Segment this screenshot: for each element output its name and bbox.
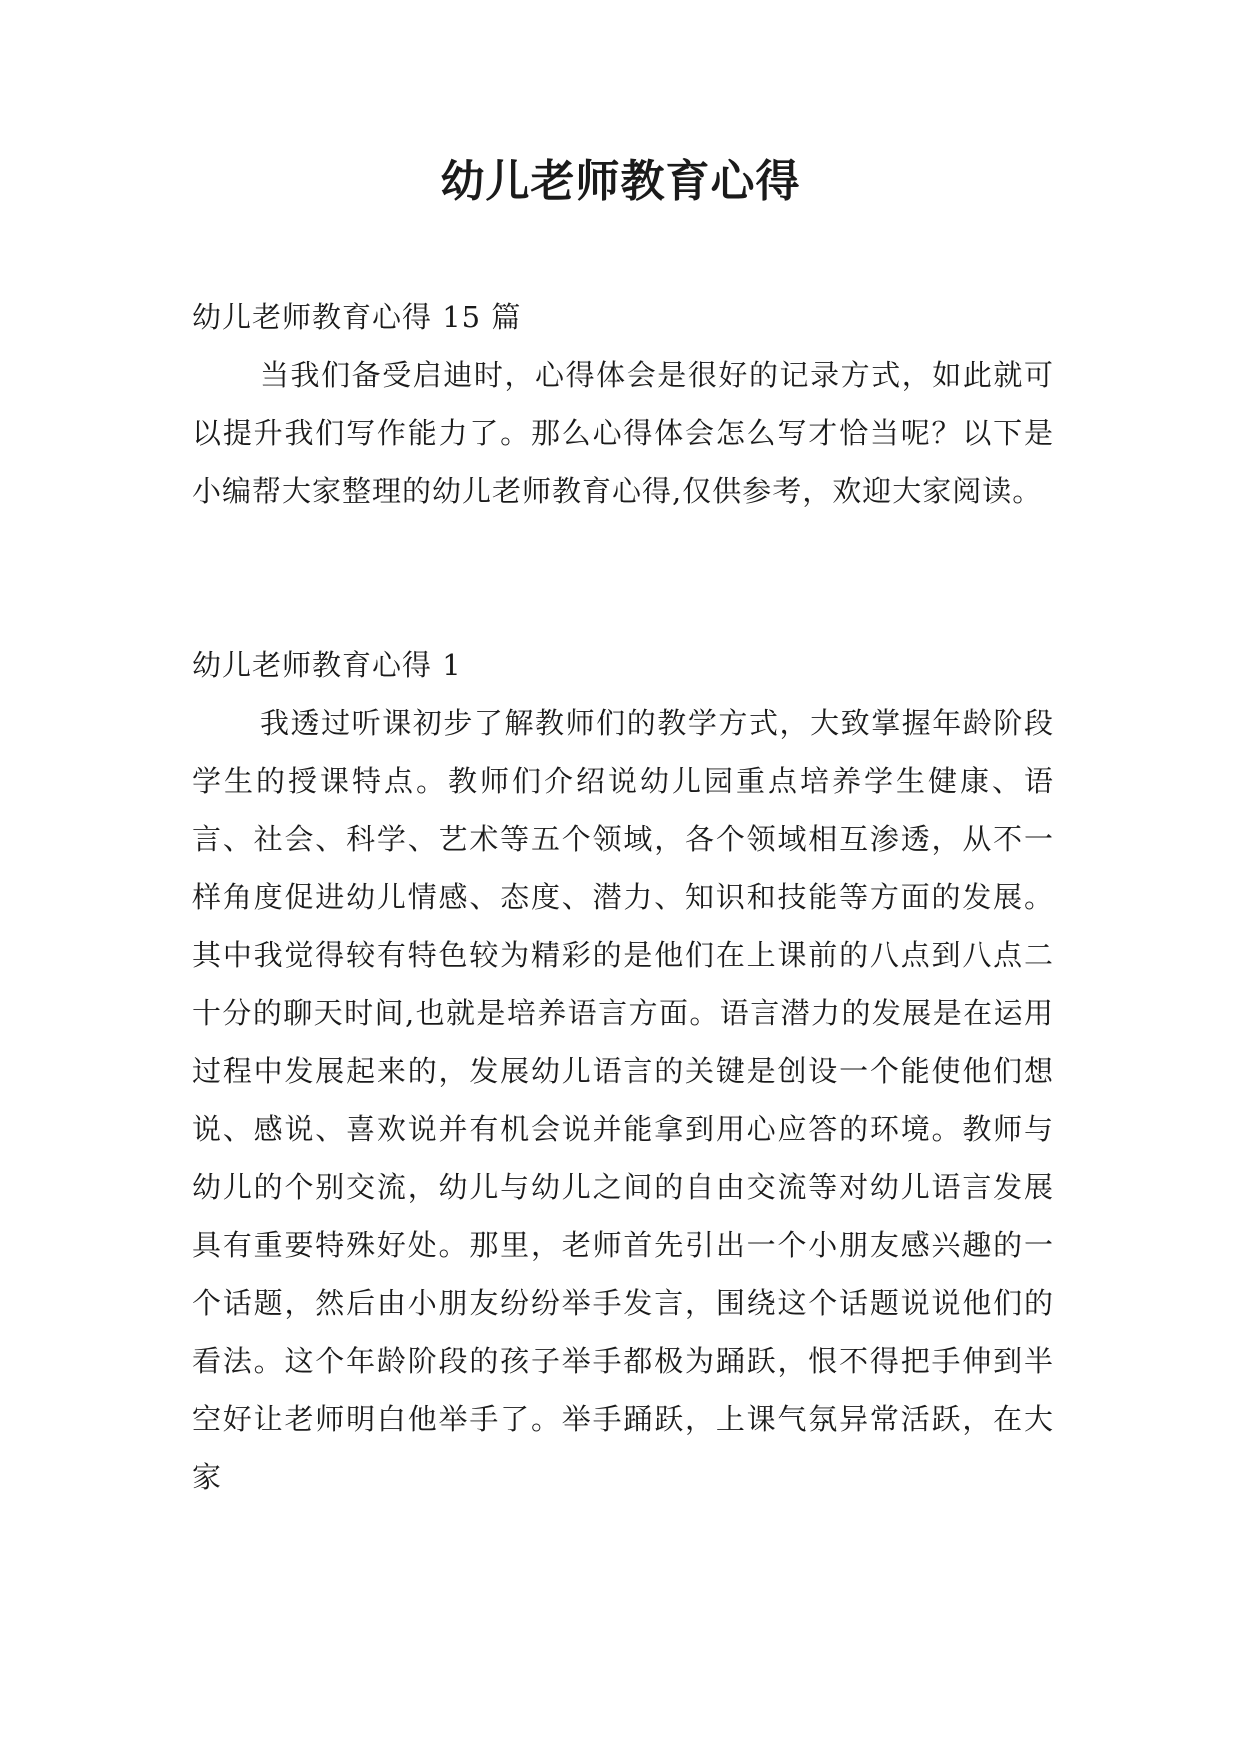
section-spacer (192, 520, 1054, 636)
section-1-heading: 幼儿老师教育心得 1 (192, 648, 462, 682)
intro-paragraph: 当我们备受启迪时，心得体会是很好的记录方式，如此就可以提升我们写作能力了。那么心得体会怎么写才恰当呢？以下是小编帮大家整理的幼儿老师教育心得,仅供参考，欢迎大家阅读。 (192, 358, 1054, 508)
document-title: 幼儿老师教育心得 (440, 156, 801, 207)
intro-heading: 幼儿老师教育心得 15 篇 (192, 300, 522, 334)
section-1-paragraph: 我透过听课初步了解教师们的教学方式，大致掌握年龄阶段学生的授课特点。教师们介绍说幼儿园重点培养学生健康、语言、社会、科学、艺术等五个领域，各个领域相互渗透，从不一样角度促进幼儿情感、态度、潜力、知识和技能等方面的发展。其中我觉得较有特色较为精彩的是他们在上课前的八点到八点二十分的聊天时间,也就是培养语言方面。语言潜力的发展是在运用过程中发展起来的，发展幼儿语言的关键是创设一个能使他们想说、感说、喜欢说并有机会说并能拿到用心应答的环境。教师与幼儿的个别交流，幼儿与幼儿之间的自由交流等对幼儿语言发展具有重要特殊好处。那里，老师首先引出一个小朋友感兴趣的一个话题，然后由小朋友纷纷举手发言，围绕这个话题说说他们的看法。这个年龄阶段的孩子举手都极为踊跃，恨不得把手伸到半空好让老师明白他举手了。举手踊跃，上课气氛异常活跃，在大家 (192, 706, 1054, 1494)
document-body (192, 288, 1054, 1506)
